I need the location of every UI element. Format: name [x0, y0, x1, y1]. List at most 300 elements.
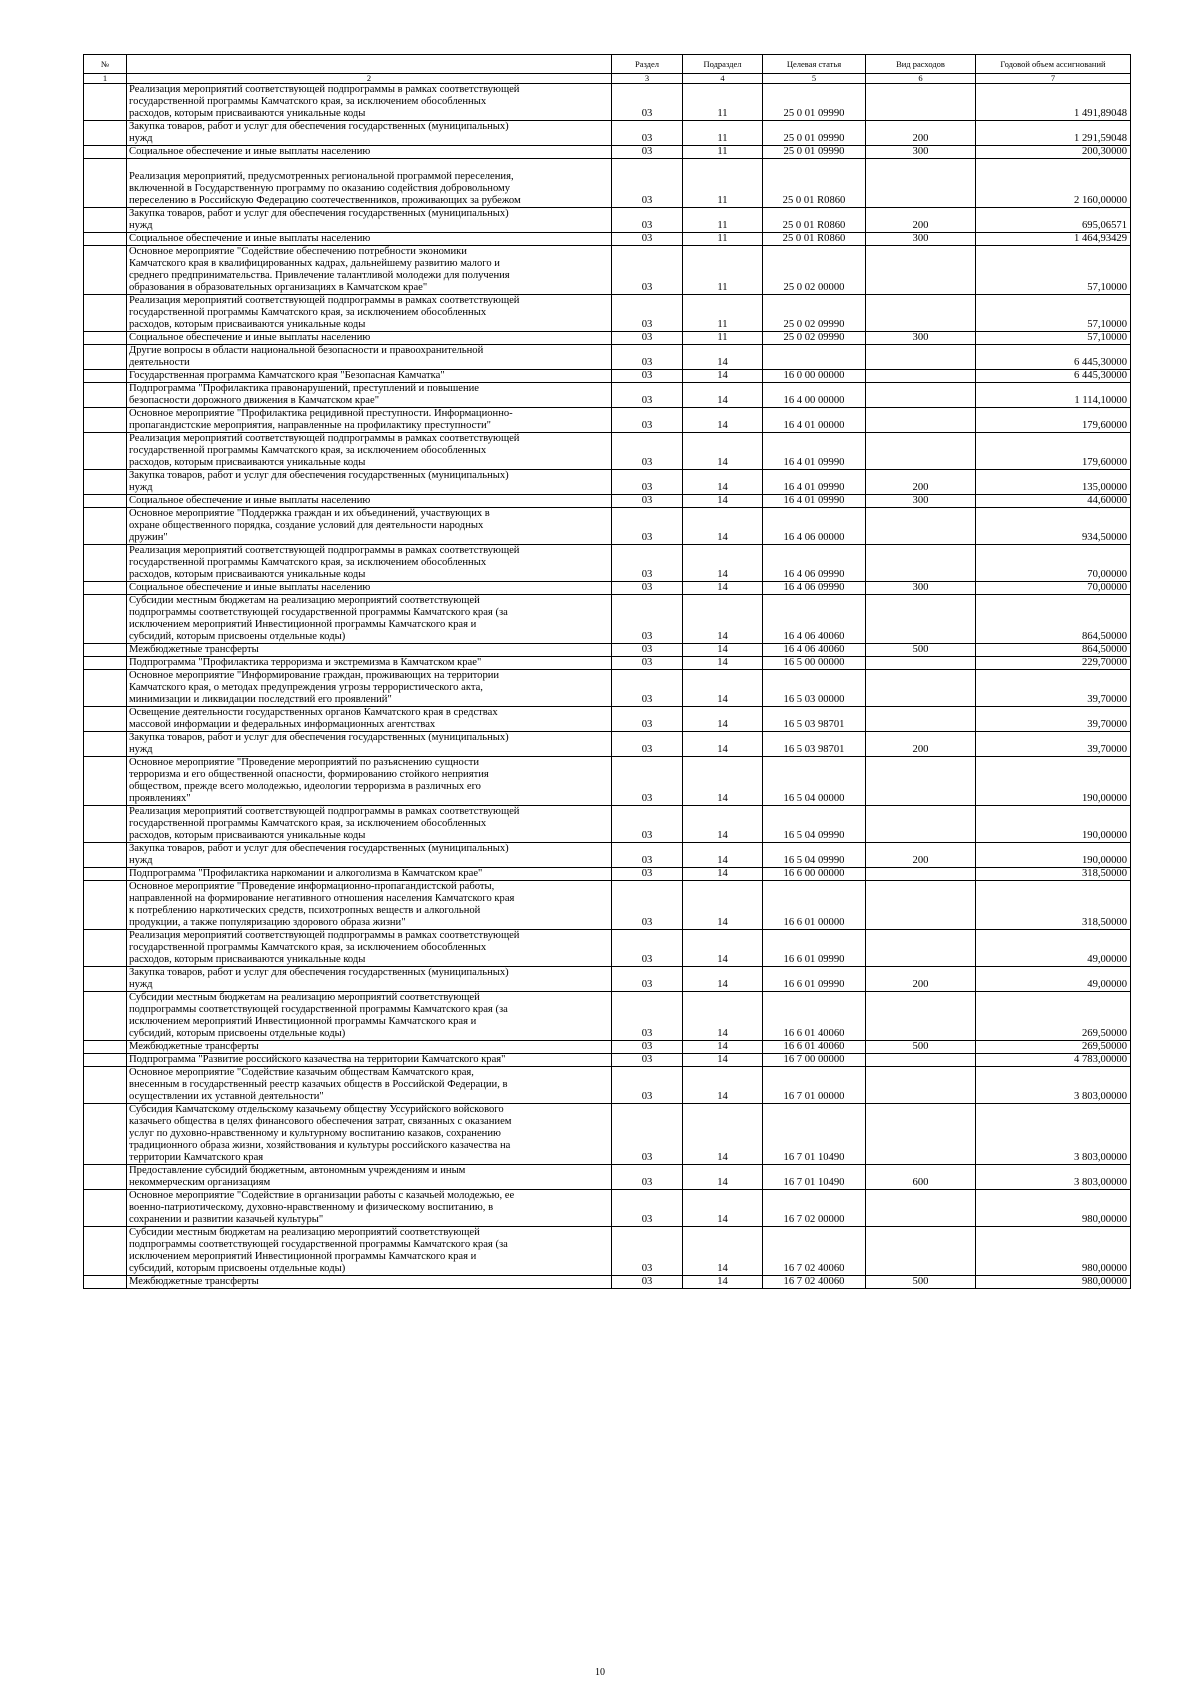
table-row — [84, 1041, 1131, 1054]
description-line: Основное мероприятие "Содействие в организации работы с казачьей молодежью, ее — [129, 1190, 515, 1201]
description-line: расходов, которым присваиваются уникальные коды — [129, 457, 366, 468]
row-razdel: 03 — [612, 383, 683, 408]
row-podrazdel: 11 — [683, 159, 763, 208]
row-target-article: 16 4 00 00000 — [763, 383, 866, 408]
row-podrazdel: 14 — [683, 408, 763, 433]
row-sum: 269,50000 — [976, 992, 1131, 1041]
row-razdel: 03 — [612, 470, 683, 495]
row-sum: 269,50000 — [976, 1041, 1131, 1054]
row-number-cell — [84, 495, 127, 508]
row-number-cell — [84, 370, 127, 383]
table-row — [84, 345, 1131, 370]
description-line: расходов, которым присваиваются уникальные коды — [129, 954, 366, 965]
row-description — [127, 84, 612, 121]
row-number-cell — [84, 1067, 127, 1104]
header-col-number: 1 — [84, 74, 127, 84]
header-col-number: 5 — [763, 74, 866, 84]
description-line: субсидий, которым присвоены отдельные коды) — [129, 1263, 346, 1274]
row-number-cell — [84, 1276, 127, 1289]
row-sum: 864,50000 — [976, 644, 1131, 657]
description-line: деятельности — [129, 357, 190, 368]
row-expense-type — [866, 508, 976, 545]
row-expense-type — [866, 930, 976, 967]
row-sum: 6 445,30000 — [976, 370, 1131, 383]
row-expense-type — [866, 1067, 976, 1104]
table-row — [84, 732, 1131, 757]
row-expense-type — [866, 595, 976, 644]
row-number-cell — [84, 1054, 127, 1067]
row-expense-type: 200 — [866, 121, 976, 146]
description-line: государственной программы Камчатского края, за исключением обособленных — [129, 307, 487, 318]
description-line: Реализация мероприятий соответствующей подпрограммы в рамках соответствующей — [129, 84, 520, 95]
row-razdel: 03 — [612, 1227, 683, 1276]
row-description — [127, 470, 612, 495]
row-description — [127, 383, 612, 408]
row-podrazdel: 11 — [683, 233, 763, 246]
description-line: Реализация мероприятий соответствующей подпрограммы в рамках соответствующей — [129, 545, 520, 556]
table-row — [84, 121, 1131, 146]
row-razdel: 03 — [612, 545, 683, 582]
table-row — [84, 582, 1131, 595]
description-line: Основное мероприятие "Профилактика рецидивной преступности. Информационно- — [129, 408, 513, 419]
description-line: включенной в Государственную программу по оказанию содействия добровольному — [129, 183, 511, 194]
row-sum: 39,70000 — [976, 670, 1131, 707]
row-target-article: 16 5 04 09990 — [763, 843, 866, 868]
row-target-article: 16 6 01 40060 — [763, 1041, 866, 1054]
description-line: Реализация мероприятий соответствующей подпрограммы в рамках соответствующей — [129, 433, 520, 444]
row-number-cell — [84, 930, 127, 967]
row-sum: 49,00000 — [976, 967, 1131, 992]
row-sum: 1 114,10000 — [976, 383, 1131, 408]
header-target-article: Целевая статья — [763, 55, 866, 74]
description-line: нужд — [129, 744, 153, 755]
row-expense-type — [866, 868, 976, 881]
row-target-article: 16 4 06 40060 — [763, 595, 866, 644]
row-razdel: 03 — [612, 1276, 683, 1289]
row-expense-type: 200 — [866, 470, 976, 495]
row-number-cell — [84, 121, 127, 146]
row-podrazdel: 14 — [683, 1104, 763, 1165]
row-number-cell — [84, 868, 127, 881]
row-expense-type — [866, 408, 976, 433]
table-row — [84, 1276, 1131, 1289]
row-target-article: 16 6 01 40060 — [763, 992, 866, 1041]
row-sum: 190,00000 — [976, 843, 1131, 868]
row-description — [127, 992, 612, 1041]
row-number-cell — [84, 332, 127, 345]
row-expense-type — [866, 383, 976, 408]
row-podrazdel: 14 — [683, 732, 763, 757]
row-expense-type — [866, 159, 976, 208]
row-number-cell — [84, 295, 127, 332]
row-expense-type — [866, 433, 976, 470]
row-razdel: 03 — [612, 582, 683, 595]
row-number-cell — [84, 208, 127, 233]
description-line: расходов, которым присваиваются уникальные коды — [129, 569, 366, 580]
row-number-cell — [84, 644, 127, 657]
description-line: нужд — [129, 220, 153, 231]
row-sum: 3 803,00000 — [976, 1104, 1131, 1165]
table-row — [84, 806, 1131, 843]
description-line: военно-патриотическому, духовно-нравственному и физическому воспитанию, в — [129, 1202, 494, 1213]
description-line: Камчатского края в квалифицированных кадрах, дальнейшему развитию малого и — [129, 258, 500, 269]
description-line: государственной программы Камчатского края, за исключением обособленных — [129, 942, 487, 953]
row-sum: 70,00000 — [976, 582, 1131, 595]
row-description — [127, 881, 612, 930]
row-sum: 190,00000 — [976, 757, 1131, 806]
table-row — [84, 1054, 1131, 1067]
row-expense-type — [866, 1054, 976, 1067]
table-row — [84, 707, 1131, 732]
row-expense-type: 200 — [866, 732, 976, 757]
row-razdel: 03 — [612, 84, 683, 121]
table-row — [84, 246, 1131, 295]
row-target-article: 16 7 00 00000 — [763, 1054, 866, 1067]
row-target-article: 25 0 01 09990 — [763, 121, 866, 146]
row-podrazdel: 11 — [683, 332, 763, 345]
table-row — [84, 657, 1131, 670]
description-line: Социальное обеспечение и иные выплаты населению — [129, 146, 371, 157]
description-line: Подпрограмма "Развитие российского казачества на территории Камчатского края" — [129, 1054, 506, 1065]
description-line: Подпрограмма "Профилактика правонарушений, преступлений и повышение — [129, 383, 479, 394]
row-description — [127, 1190, 612, 1227]
row-razdel: 03 — [612, 233, 683, 246]
table-row — [84, 208, 1131, 233]
description-line: расходов, которым присваиваются уникальные коды — [129, 319, 366, 330]
row-podrazdel: 14 — [683, 1054, 763, 1067]
row-expense-type — [866, 670, 976, 707]
table-row — [84, 930, 1131, 967]
table-row — [84, 495, 1131, 508]
row-razdel: 03 — [612, 433, 683, 470]
row-number-cell — [84, 1104, 127, 1165]
row-description — [127, 1041, 612, 1054]
row-target-article: 25 0 01 R0860 — [763, 233, 866, 246]
row-number-cell — [84, 670, 127, 707]
row-number-cell — [84, 246, 127, 295]
row-number-cell — [84, 84, 127, 121]
row-description — [127, 757, 612, 806]
description-line: нужд — [129, 855, 153, 866]
description-line: услуг по духовно-нравственному и культурному воспитанию казаков, сохранению — [129, 1128, 501, 1139]
description-line: минимизации и ликвидации последствий его проявлений" — [129, 694, 392, 705]
row-podrazdel: 14 — [683, 707, 763, 732]
row-sum: 2 160,00000 — [976, 159, 1131, 208]
description-line: государственной программы Камчатского края, за исключением обособленных — [129, 557, 487, 568]
row-podrazdel: 11 — [683, 146, 763, 159]
table-row — [84, 433, 1131, 470]
description-line: дружин" — [129, 532, 168, 543]
description-line: государственной программы Камчатского края, за исключением обособленных — [129, 96, 487, 107]
table-row — [84, 843, 1131, 868]
row-razdel: 03 — [612, 644, 683, 657]
row-razdel: 03 — [612, 208, 683, 233]
description-line: некоммерческим организациям — [129, 1177, 271, 1188]
row-expense-type — [866, 545, 976, 582]
row-podrazdel: 14 — [683, 1165, 763, 1190]
description-line: Социальное обеспечение и иные выплаты населению — [129, 495, 371, 506]
row-razdel: 03 — [612, 707, 683, 732]
table-row — [84, 159, 1131, 208]
row-target-article: 16 7 01 00000 — [763, 1067, 866, 1104]
row-number-cell — [84, 1227, 127, 1276]
row-description — [127, 408, 612, 433]
row-podrazdel: 14 — [683, 495, 763, 508]
row-target-article: 16 4 06 09990 — [763, 545, 866, 582]
row-target-article: 16 5 00 00000 — [763, 657, 866, 670]
header-col-number: 4 — [683, 74, 763, 84]
row-target-article: 16 4 01 09990 — [763, 495, 866, 508]
row-description — [127, 332, 612, 345]
description-line: государственной программы Камчатского края, за исключением обособленных — [129, 818, 487, 829]
description-line: к потреблению наркотических средств, психотропных веществ и алкогольной — [129, 905, 481, 916]
row-number-cell — [84, 657, 127, 670]
description-line: Предоставление субсидий бюджетным, автономным учреждениям и иным — [129, 1165, 466, 1176]
row-description — [127, 1067, 612, 1104]
row-razdel: 03 — [612, 595, 683, 644]
row-podrazdel: 11 — [683, 208, 763, 233]
row-expense-type: 300 — [866, 332, 976, 345]
row-sum: 695,06571 — [976, 208, 1131, 233]
row-description — [127, 707, 612, 732]
row-razdel: 03 — [612, 495, 683, 508]
description-line — [129, 159, 611, 171]
description-line: Межбюджетные трансферты — [129, 1276, 259, 1287]
table-row — [84, 1190, 1131, 1227]
description-line: нужд — [129, 133, 153, 144]
row-sum: 200,30000 — [976, 146, 1131, 159]
row-sum: 980,00000 — [976, 1276, 1131, 1289]
row-target-article — [763, 345, 866, 370]
row-target-article: 16 7 01 10490 — [763, 1104, 866, 1165]
row-razdel: 03 — [612, 1190, 683, 1227]
row-target-article: 16 7 01 10490 — [763, 1165, 866, 1190]
table-row — [84, 868, 1131, 881]
description-line: субсидий, которым присвоены отдельные коды) — [129, 631, 346, 642]
row-target-article: 16 5 03 00000 — [763, 670, 866, 707]
row-description — [127, 657, 612, 670]
description-line: территории Камчатского края — [129, 1152, 264, 1163]
table-row — [84, 1165, 1131, 1190]
row-podrazdel: 14 — [683, 1227, 763, 1276]
row-expense-type — [866, 657, 976, 670]
row-razdel: 03 — [612, 332, 683, 345]
row-number-cell — [84, 806, 127, 843]
row-description — [127, 295, 612, 332]
row-expense-type — [866, 707, 976, 732]
row-podrazdel: 14 — [683, 967, 763, 992]
row-podrazdel: 11 — [683, 121, 763, 146]
row-sum: 864,50000 — [976, 595, 1131, 644]
row-podrazdel: 14 — [683, 433, 763, 470]
description-line: подпрограммы соответствующей государственной программы Камчатского края (за — [129, 1004, 508, 1015]
header-col-number: 3 — [612, 74, 683, 84]
row-podrazdel: 14 — [683, 470, 763, 495]
row-number-cell — [84, 707, 127, 732]
description-line: обществом, прежде всего молодежью, идеологии терроризма в различных его — [129, 781, 481, 792]
description-line: Основное мероприятие "Информирование граждан, проживающих на территории — [129, 670, 500, 681]
row-description — [127, 843, 612, 868]
row-razdel: 03 — [612, 370, 683, 383]
row-target-article: 25 0 01 R0860 — [763, 159, 866, 208]
table-row — [84, 233, 1131, 246]
row-razdel: 03 — [612, 967, 683, 992]
row-sum: 179,60000 — [976, 433, 1131, 470]
row-target-article: 16 6 01 00000 — [763, 881, 866, 930]
row-expense-type: 500 — [866, 1276, 976, 1289]
description-line: исключением мероприятий Инвестиционной программы Камчатского края и — [129, 1251, 477, 1262]
row-description — [127, 233, 612, 246]
row-podrazdel: 14 — [683, 370, 763, 383]
row-podrazdel: 14 — [683, 1276, 763, 1289]
row-number-cell — [84, 159, 127, 208]
description-line: государственной программы Камчатского края, за исключением обособленных — [129, 445, 487, 456]
row-podrazdel: 14 — [683, 881, 763, 930]
description-line: Освещение деятельности государственных органов Камчатского края в средствах — [129, 707, 498, 718]
row-podrazdel: 14 — [683, 345, 763, 370]
row-description — [127, 159, 612, 208]
description-line: Реализация мероприятий соответствующей подпрограммы в рамках соответствующей — [129, 295, 520, 306]
description-line: субсидий, которым присвоены отдельные коды) — [129, 1028, 346, 1039]
row-sum: 39,70000 — [976, 732, 1131, 757]
table-row — [84, 508, 1131, 545]
description-line: нужд — [129, 482, 153, 493]
row-description — [127, 246, 612, 295]
row-target-article: 16 5 03 98701 — [763, 707, 866, 732]
row-number-cell — [84, 582, 127, 595]
description-line: Реализация мероприятий соответствующей подпрограммы в рамках соответствующей — [129, 930, 520, 941]
row-expense-type: 500 — [866, 1041, 976, 1054]
description-line: нужд — [129, 979, 153, 990]
row-razdel: 03 — [612, 345, 683, 370]
row-target-article: 16 4 01 09990 — [763, 433, 866, 470]
description-line: Субсидия Камчатскому отдельскому казачьему обществу Уссурийского войскового — [129, 1104, 504, 1115]
row-description — [127, 806, 612, 843]
description-line: продукции, а также популяризацию здорового образа жизни" — [129, 917, 406, 928]
row-description — [127, 1227, 612, 1276]
row-sum: 318,50000 — [976, 881, 1131, 930]
row-sum: 179,60000 — [976, 408, 1131, 433]
row-razdel: 03 — [612, 146, 683, 159]
description-line: расходов, которым присваиваются уникальные коды — [129, 108, 366, 119]
row-target-article: 16 4 01 00000 — [763, 408, 866, 433]
header-col-number: 2 — [127, 74, 612, 84]
row-number-cell — [84, 383, 127, 408]
budget-table — [83, 54, 1131, 1289]
row-razdel: 03 — [612, 1054, 683, 1067]
row-description — [127, 121, 612, 146]
header-col-number: 7 — [976, 74, 1131, 84]
table-row — [84, 146, 1131, 159]
row-podrazdel: 11 — [683, 295, 763, 332]
row-razdel: 03 — [612, 868, 683, 881]
description-line: казачьего общества в целях финансового обеспечения затрат, связанных с оказанием — [129, 1116, 512, 1127]
row-target-article: 16 4 06 09990 — [763, 582, 866, 595]
row-number-cell — [84, 1165, 127, 1190]
description-line: Основное мероприятие "Проведение информационно-пропагандистской работы, — [129, 881, 495, 892]
row-razdel: 03 — [612, 121, 683, 146]
row-podrazdel: 14 — [683, 992, 763, 1041]
row-razdel: 03 — [612, 1067, 683, 1104]
row-description — [127, 644, 612, 657]
row-razdel: 03 — [612, 992, 683, 1041]
row-target-article: 16 5 03 98701 — [763, 732, 866, 757]
row-razdel: 03 — [612, 843, 683, 868]
row-sum: 49,00000 — [976, 930, 1131, 967]
row-expense-type — [866, 806, 976, 843]
row-podrazdel: 14 — [683, 1190, 763, 1227]
row-podrazdel: 14 — [683, 806, 763, 843]
description-line: массовой информации и федеральных информационных агентствах — [129, 719, 436, 730]
row-expense-type — [866, 84, 976, 121]
row-podrazdel: 14 — [683, 1041, 763, 1054]
row-expense-type — [866, 992, 976, 1041]
row-expense-type — [866, 1104, 976, 1165]
row-number-cell — [84, 345, 127, 370]
header-expense-type: Вид расходов — [866, 55, 976, 74]
row-description — [127, 433, 612, 470]
row-target-article: 16 0 00 00000 — [763, 370, 866, 383]
row-number-cell — [84, 433, 127, 470]
row-podrazdel: 14 — [683, 930, 763, 967]
row-podrazdel: 14 — [683, 545, 763, 582]
row-number-cell — [84, 757, 127, 806]
table-row — [84, 992, 1131, 1041]
row-sum: 135,00000 — [976, 470, 1131, 495]
header-column-numbers — [84, 74, 1131, 84]
row-sum: 3 803,00000 — [976, 1067, 1131, 1104]
row-sum: 1 291,59048 — [976, 121, 1131, 146]
row-podrazdel: 11 — [683, 246, 763, 295]
row-sum: 70,00000 — [976, 545, 1131, 582]
row-number-cell — [84, 1041, 127, 1054]
table-row — [84, 757, 1131, 806]
row-expense-type: 300 — [866, 495, 976, 508]
row-description — [127, 208, 612, 233]
row-expense-type — [866, 345, 976, 370]
description-line: Подпрограмма "Профилактика терроризма и экстремизма в Камчатском крае" — [129, 657, 482, 668]
row-expense-type: 300 — [866, 233, 976, 246]
row-number-cell — [84, 408, 127, 433]
row-number-cell — [84, 992, 127, 1041]
description-line: Субсидии местным бюджетам на реализацию мероприятий соответствующей — [129, 595, 480, 606]
description-line: Закупка товаров, работ и услуг для обеспечения государственных (муниципальных) — [129, 121, 509, 132]
row-podrazdel: 14 — [683, 595, 763, 644]
row-expense-type — [866, 370, 976, 383]
description-line: безопасности дорожного движения в Камчатском крае" — [129, 395, 380, 406]
row-target-article: 25 0 02 09990 — [763, 295, 866, 332]
table-row — [84, 295, 1131, 332]
row-expense-type — [866, 246, 976, 295]
row-number-cell — [84, 233, 127, 246]
row-number-cell — [84, 967, 127, 992]
description-line: Социальное обеспечение и иные выплаты населению — [129, 582, 371, 593]
row-sum: 229,70000 — [976, 657, 1131, 670]
table-header — [84, 55, 1131, 84]
row-podrazdel: 14 — [683, 868, 763, 881]
row-description — [127, 370, 612, 383]
row-description — [127, 595, 612, 644]
row-podrazdel: 14 — [683, 843, 763, 868]
row-sum: 934,50000 — [976, 508, 1131, 545]
row-sum: 190,00000 — [976, 806, 1131, 843]
row-description — [127, 967, 612, 992]
row-target-article: 25 0 02 09990 — [763, 332, 866, 345]
row-podrazdel: 14 — [683, 670, 763, 707]
row-description — [127, 670, 612, 707]
row-razdel: 03 — [612, 757, 683, 806]
row-description — [127, 1104, 612, 1165]
